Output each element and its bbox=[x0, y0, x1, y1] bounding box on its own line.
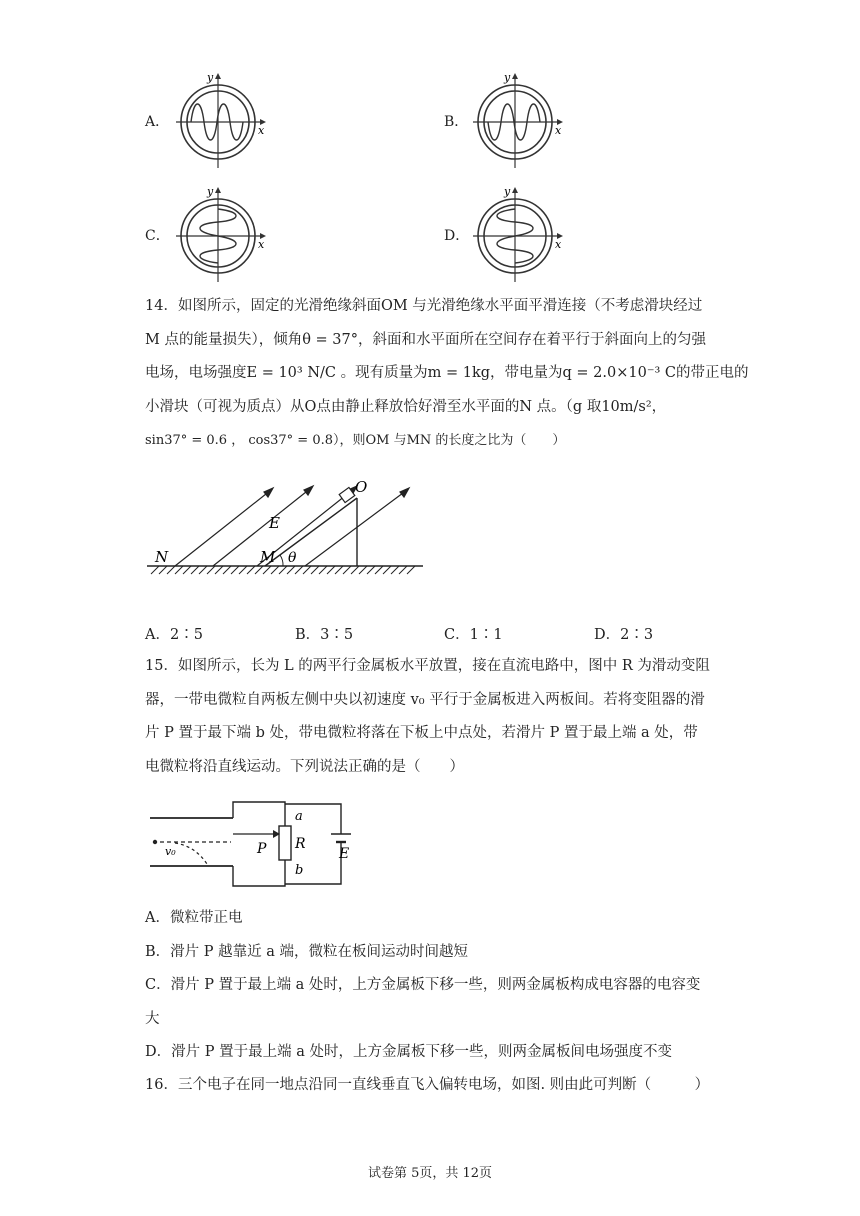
label-v0: v₀ bbox=[165, 845, 176, 858]
label-a: a bbox=[295, 809, 303, 824]
q15-stem bbox=[145, 650, 720, 784]
q14-line-3: 电场，电场强度E = 10³ N/C 。现有质量为m = 1kg，带电量为q = 2.0×10⁻³ C的带正电的 bbox=[145, 365, 749, 381]
q14-line-5: sin37° = 0.6 ， cos37° = 0.8），则OM 与MN 的长度之比为（ ） bbox=[145, 433, 566, 448]
q15-line-3: 片 P 置于最下端 b 处，带电微粒将落在下板上中点处，若滑片 P 置于最上端 a 处，带 bbox=[145, 725, 698, 741]
q15-option-d[interactable]: D．滑片 P 置于最上端 a 处时，上方金属板下移一些，则两金属板间电场强度不变 bbox=[145, 1044, 672, 1060]
q14-option-d[interactable]: D．2∶3 bbox=[594, 627, 654, 643]
label-N: N bbox=[155, 548, 169, 566]
q15-option-c[interactable]: C．滑片 P 置于最上端 a 处时，上方金属板下移一些，则两金属板构成电容器的电容变 bbox=[145, 977, 701, 993]
q14-option-b[interactable]: B．3∶5 bbox=[295, 627, 354, 643]
option-c-figure bbox=[172, 186, 268, 282]
label-O: O bbox=[355, 478, 368, 496]
q15-figure-circuit bbox=[145, 798, 360, 890]
option-label: C． bbox=[145, 228, 170, 244]
option-d-figure bbox=[469, 186, 565, 282]
x-axis-label: x bbox=[258, 124, 265, 137]
page-footer: 试卷第 5页，共 12页 bbox=[367, 1166, 493, 1181]
label-R: R bbox=[295, 836, 306, 852]
q14-option-c[interactable]: C．1∶1 bbox=[444, 627, 503, 643]
q14-line-1: 14．如图所示，固定的光滑绝缘斜面OM 与光滑绝缘水平面平滑连接（不考虑滑块经过 bbox=[145, 298, 703, 314]
option-label: B． bbox=[444, 114, 469, 130]
q15-line-1: 15．如图所示，长为 L 的两平行金属板水平放置，接在直流电路中，图中 R 为滑动变阻 bbox=[145, 658, 710, 674]
q15-option-c-cont: 大 bbox=[145, 1010, 160, 1027]
q14-option-a[interactable]: A．2∶5 bbox=[145, 627, 203, 643]
y-axis-label: y bbox=[504, 72, 511, 84]
option-label: D． bbox=[444, 228, 470, 244]
q16-stem bbox=[145, 1069, 720, 1103]
option-b-figure bbox=[469, 72, 565, 168]
y-axis-label: y bbox=[207, 186, 214, 198]
y-axis-label: y bbox=[207, 72, 214, 84]
label-P: P bbox=[257, 841, 267, 857]
q14-stem bbox=[145, 290, 749, 458]
q15-options bbox=[145, 902, 720, 1070]
y-axis-label: y bbox=[504, 186, 511, 198]
q14-line-4: 小滑块（可视为质点）从O点由静止释放恰好滑至水平面的N 点。（g 取10m/s²， bbox=[145, 398, 667, 415]
q15-line-2: 器，一带电微粒自两板左侧中央以初速度 v₀ 平行于金属板进入两板间。若将变阻器的滑 bbox=[145, 691, 705, 708]
x-axis-label: x bbox=[555, 124, 562, 137]
label-E: E bbox=[339, 846, 350, 862]
label-M: M bbox=[260, 548, 276, 566]
q14-line-2: M 点的能量损失），倾角θ = 37°，斜面和水平面所在空间存在着平行于斜面向上的匀强 bbox=[145, 331, 707, 348]
label-b: b bbox=[295, 863, 304, 878]
label-E: E bbox=[269, 514, 280, 532]
q15-option-b[interactable]: B．滑片 P 越靠近 a 端，微粒在板间运动时间越短 bbox=[145, 943, 468, 960]
x-axis-label: x bbox=[555, 238, 562, 251]
q14-figure-incline bbox=[145, 476, 425, 582]
q16-line-1: 16．三个电子在同一地点沿同一直线垂直飞入偏转电场，如图. 则由此可判断（ ） bbox=[145, 1077, 710, 1093]
q15-option-a[interactable]: A．微粒带正电 bbox=[145, 910, 243, 926]
q15-line-4: 电微粒将沿直线运动。下列说法正确的是（ ） bbox=[145, 758, 464, 775]
option-label: A． bbox=[145, 114, 170, 130]
label-theta: θ bbox=[288, 550, 297, 566]
option-a-figure bbox=[172, 72, 268, 168]
x-axis-label: x bbox=[258, 238, 265, 251]
